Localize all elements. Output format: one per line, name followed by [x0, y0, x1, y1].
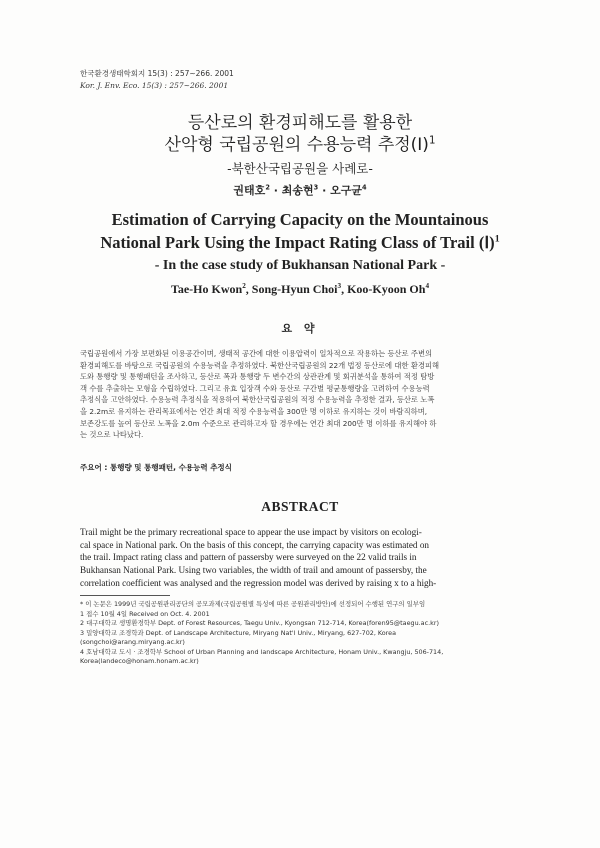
footnotes: [80, 600, 520, 667]
title-ko-footnote-mark: 1: [428, 135, 436, 147]
title-en-line2: [60, 232, 540, 254]
abstract-ko-heading: 요 약: [281, 322, 319, 335]
author-en-affiliation-mark: 4: [425, 282, 430, 290]
abstract-en-heading: ABSTRACT: [261, 499, 339, 514]
abstract-en-line: the trail. Impact rating class and pattern of passersby were surveyed on the 22 valid trails in: [80, 552, 417, 563]
footnote-line: Korea(landeco@honam.honam.ac.kr): [80, 657, 199, 665]
author-ko-affiliation-mark: 4: [361, 183, 367, 192]
authors-ko: [60, 183, 540, 199]
footnote-line: 1 접수 10월 4일 Received on Oct. 4. 2001: [80, 609, 210, 618]
footnote-divider: [80, 595, 170, 596]
author-en-name: Tae-Ho Kwon: [170, 282, 243, 296]
abstract-ko-line: 환경피해도를 바탕으로 국립공원의 수용능력을 추정하였다. 북한산국립공원의 22개 법정 등산로에 대한 환경피해: [80, 360, 440, 370]
abstract-ko-line: 객 수를 추출하는 모형을 수립하였다. 그리고 유효 입장객 수와 등산로 구간별 평균통행량을 고려하여 수용능력: [80, 383, 430, 393]
abstract-en-line: Trail might be the primary recreational space to appear the use impact by visitors on ecologi-: [80, 527, 422, 537]
author-separator: ·: [269, 184, 282, 197]
author-en-affiliation-mark: 3: [337, 282, 342, 290]
abstract-en-line: correlation coefficient was analysed and the regression model was derived by raising x to a high-: [80, 577, 437, 588]
author-separator: ·: [318, 184, 331, 197]
subtitle-en: - In the case study of Bukhansan National Park -: [154, 258, 446, 273]
abstract-ko-line: 보존강도를 높여 등산로 노폭을 2.0m 수준으로 관리하고자 할 경우에는 연간 최대 200만 명 이하를 유지해야 하: [80, 418, 437, 428]
journal-citation: [80, 68, 234, 92]
title-ko-line2: [60, 134, 540, 156]
journal-citation-en: Kor. J. Env. Eco. 15(3) : 257~266. 2001: [80, 81, 229, 90]
author-ko-affiliation-mark: 2: [265, 183, 270, 192]
abstract-ko-line: 을 2.2m로 유지하는 관리목표에서는 연간 최대 적정 수용능력을 300만 명 이하로 유지하는 것이 바람직하며,: [80, 406, 428, 416]
footnote-line: (songchoi@arang.miryang.ac.kr): [80, 638, 185, 646]
abstract-en-line: cal space in National park. On the basis of this concept, the carrying capacity was estimated on: [80, 539, 430, 550]
author-ko-name: 권태호: [233, 184, 266, 197]
title-en-footnote-mark: 1: [494, 233, 500, 245]
author-ko-affiliation-mark: 3: [313, 183, 319, 192]
author-ko-name: 오구균: [330, 184, 362, 197]
footnote-line: 4 호남대학교 도시 · 조경학부 School of Urban Planning and landscape Architecture, Honam Univ., Kwangju, 506-714,: [80, 647, 444, 656]
abstract-ko-line: 국립공원에서 가장 보편화된 이용공간이며, 생태적 공간에 대한 이용압력이 일차적으로 작용하는 등산로 주변의: [80, 349, 433, 358]
footnote-line: 3 밀양대학교 조경학과 Dept. of Landscape Architecture, Miryang Nat'l Univ., Miryang, 627-702, Korea: [80, 628, 397, 637]
footnote-line: 2 대구대학교 생명환경학부 Dept. of Forest Resources, Taegu Univ., Kyongsan 712-714, Korea(foren95@taegu.ac.kr): [80, 619, 439, 627]
abstract-ko-line: 는 것으로 나타났다.: [80, 430, 144, 440]
abstract-ko-body: [80, 348, 520, 441]
author-separator: ,: [245, 282, 252, 296]
abstract-ko-line: 도와 통행량 및 통행패턴을 조사하고, 등산로 폭과 통행량 두 변수간의 상관관계 및 회귀분석을 통하여 적정 탐방: [80, 372, 435, 382]
title-ko-line2-text: 산악형 국립공원의 수용능력 추정(Ⅰ): [164, 135, 429, 155]
author-en-name: Song-Hyun Choi: [251, 282, 338, 296]
author-separator: ,: [341, 282, 348, 296]
footnote-line: * 이 논문은 1999년 국립공원관리공단의 공모과제(국립공원별 특성에 따른 공원관리방안)에 선정되어 수행된 연구의 일부임: [80, 600, 426, 608]
author-en-name: Koo-Kyoon Oh: [347, 282, 426, 296]
authors-en: [60, 280, 540, 298]
subtitle-ko: -북한산국립공원을 사례로-: [227, 161, 373, 176]
title-en-line1: Estimation of Carrying Capacity on the Mountainous: [111, 210, 489, 229]
title-en-line2-text: National Park Using the Impact Rating Class of Trail (Ⅰ): [100, 233, 495, 252]
journal-citation-ko: 한국환경생태학회지 15(3) : 257~266. 2001: [80, 69, 234, 78]
abstract-en-body: [80, 526, 520, 590]
title-ko-line1: 등산로의 환경피해도를 활용한: [187, 113, 413, 133]
author-en-affiliation-mark: 2: [242, 282, 246, 290]
keywords: 주요어 : 통행량 및 통행패턴, 수용능력 추정식: [80, 463, 232, 472]
abstract-en-line: Bukhansan National Park. Using two variables, the width of trail and amount of passersby, the: [80, 565, 427, 576]
abstract-ko-line: 추정식을 고안하였다. 수용능력 추정식을 적용하여 북한산국립공원의 적정 수용능력을 추정한 결과, 등산로 노폭: [80, 395, 435, 405]
author-ko-name: 최송현: [281, 184, 314, 197]
